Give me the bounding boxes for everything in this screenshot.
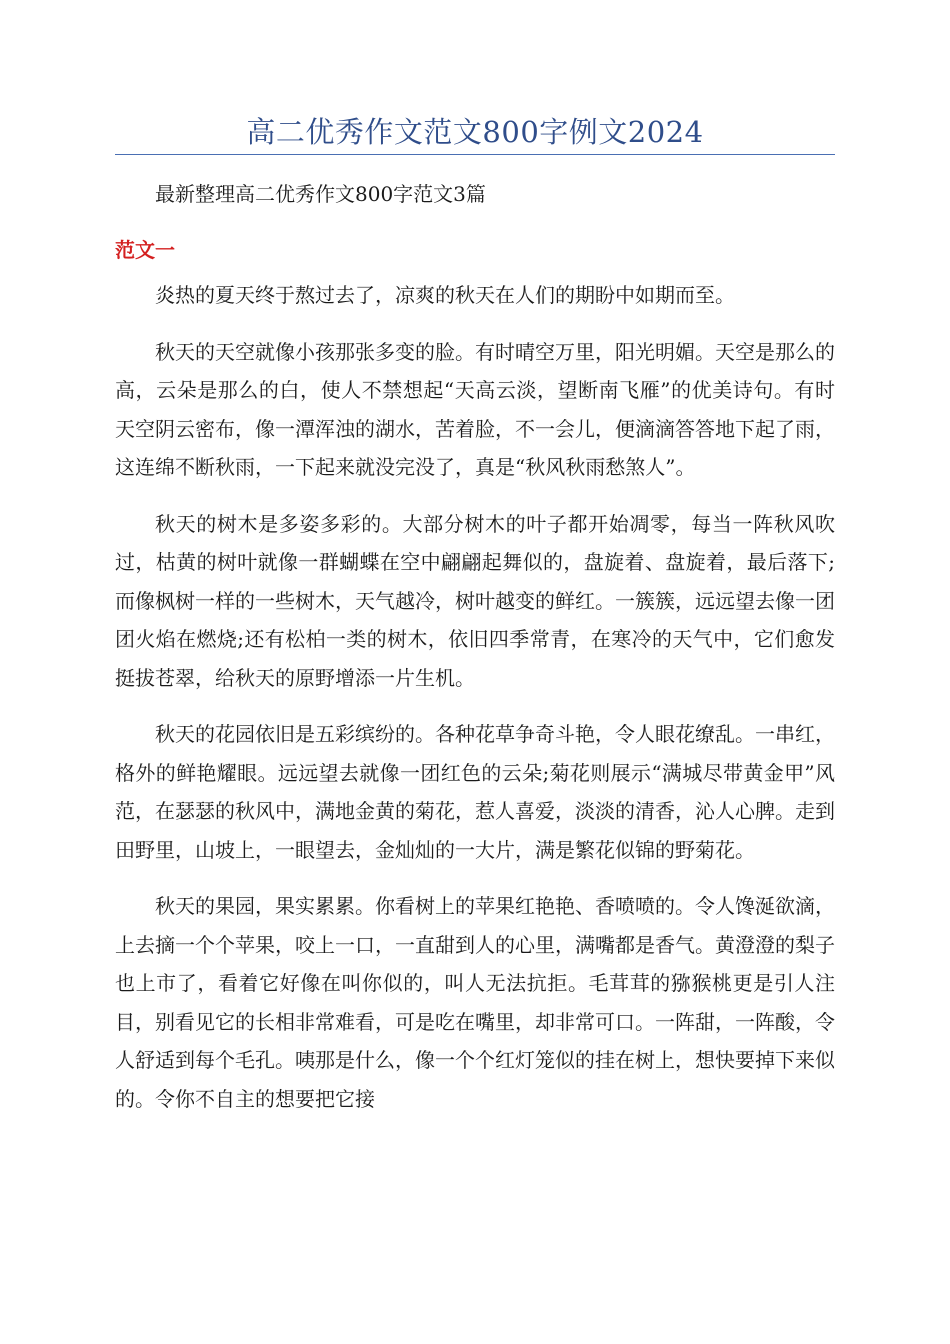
paragraph: 秋天的果园，果实累累。你看树上的苹果红艳艳、香喷喷的。令人馋涎欲滴，上去摘一个个苹果，咬上一口，一直甜到人的心里，满嘴都是香气。黄澄澄的梨子也上市了，看着它好像在叫你似的，叫人无法抗拒。毛茸茸的猕猴桃更是引人注目，别看见它的长相非常难看，可是吃在嘴里，却非常可口。一阵甜，一阵酸，令人舒适到每个毛孔。咦那是什么，像一个个红灯笼似的挂在树上，想快要掉下来似的。令你不自主的想要把它接 <box>115 894 835 1111</box>
paragraph: 秋天的天空就像小孩那张多变的脸。有时晴空万里，阳光明媚。天空是那么的高，云朵是那么的白，使人不禁想起“天高云淡，望断南飞雁”的优美诗句。有时天空阴云密布，像一潭浑浊的湖水，苦着脸，不一会儿，便滴滴答答地下起了雨，这连绵不断秋雨，一下起来就没完没了，真是“秋风秋雨愁煞人”。 <box>115 339 835 479</box>
paragraph: 炎热的夏天终于熬过去了，凉爽的秋天在人们的期盼中如期而至。 <box>155 283 735 307</box>
paragraph: 秋天的花园依旧是五彩缤纷的。各种花草争奇斗艳，令人眼花缭乱。一串红，格外的鲜艳耀眼。远远望去就像一团红色的云朵;菊花则展示“满城尽带黄金甲”风范，在瑟瑟的秋风中，满地金黄的菊花，惹人喜爱，淡淡的清香，沁人心脾。走到田野里，山坡上，一眼望去，金灿灿的一大片，满是繁花似锦的野菊花。 <box>115 722 835 862</box>
title-underline <box>115 154 835 155</box>
document-subtitle: 最新整理高二优秀作文800字范文3篇 <box>155 182 486 206</box>
document-body <box>115 172 835 1136</box>
paragraph: 秋天的树木是多姿多彩的。大部分树木的叶子都开始凋零，每当一阵秋风吹过，枯黄的树叶就像一群蝴蝶在空中翩翩起舞似的，盘旋着、盘旋着，最后落下;而像枫树一样的一些树木，天气越冷，树叶越变的鲜红。一簇簇，远远望去像一团团火焰在燃烧;还有松柏一类的树木，依旧四季常青，在寒冷的天气中，它们愈发挺拔苍翠，给秋天的原野增添一片生机。 <box>115 511 835 690</box>
document-title: 高二优秀作文范文800字例文2024 <box>246 115 704 149</box>
section-heading: 范文一 <box>115 238 175 262</box>
